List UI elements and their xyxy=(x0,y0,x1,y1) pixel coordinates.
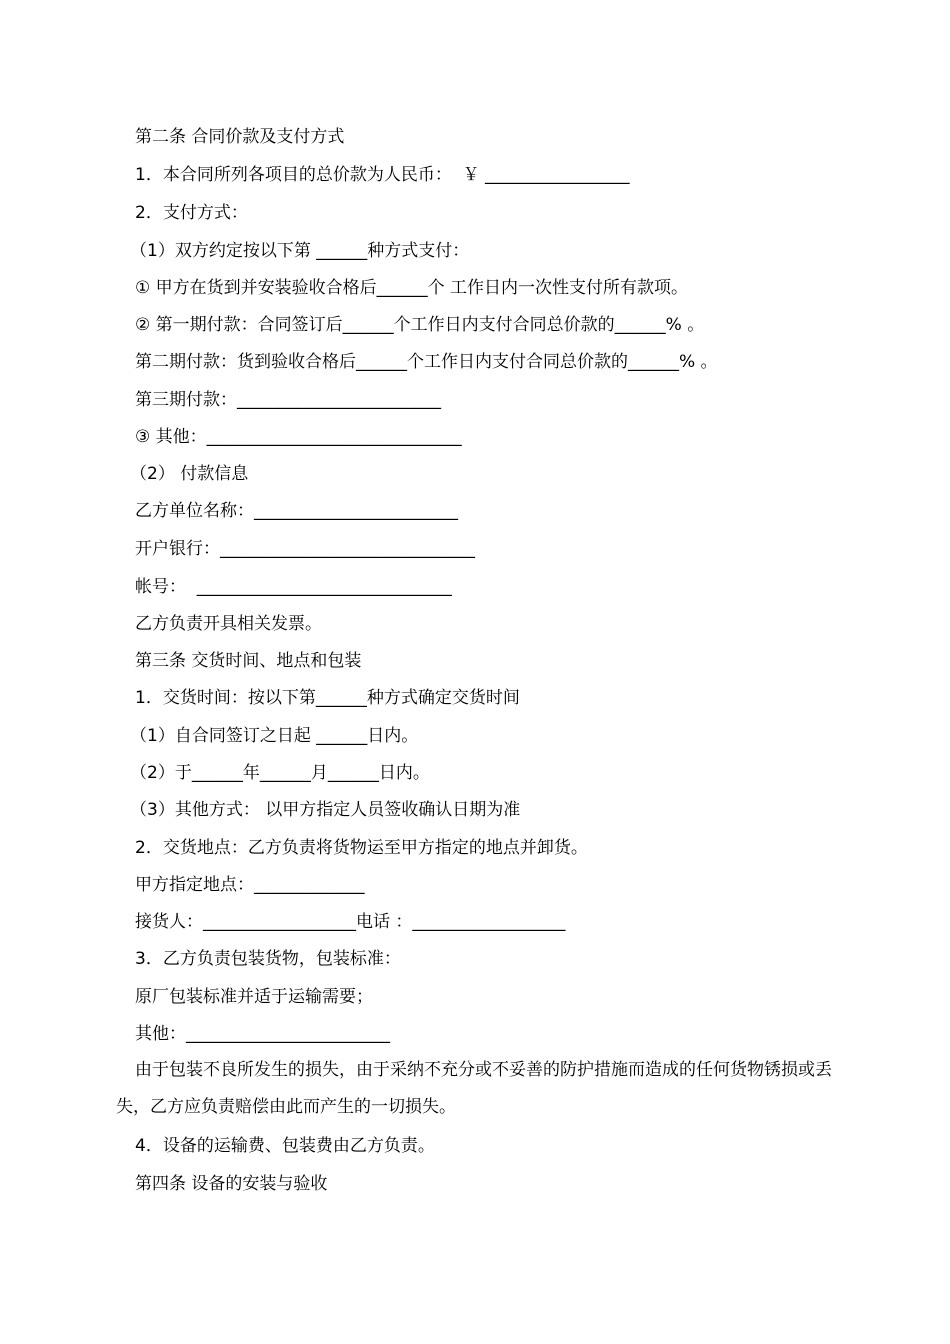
total-price-line: 1．本合同所列各项目的总价款为人民币： ￥ _________________ xyxy=(135,165,630,185)
payment-option-2-third: 第三期付款：________________________ xyxy=(135,390,441,410)
delivery-time-line: 1．交货时间：按以下第______种方式确定交货时间 xyxy=(135,688,520,708)
account-line: 帐号： ______________________________ xyxy=(135,577,452,597)
party-b-name-line: 乙方单位名称：________________________ xyxy=(135,501,458,521)
receiver-phone-line: 接货人：__________________电话 ：__________________ xyxy=(135,912,566,932)
packaging-standard-line: 原厂包装标准并适于运输需要； xyxy=(135,987,373,1007)
delivery-option-2: （2）于______年______月______日内。 xyxy=(130,763,430,783)
delivery-place-line: 2．交货地点：乙方负责将货物运至甲方指定的地点并卸货。 xyxy=(135,838,588,858)
bank-line: 开户银行：______________________________ xyxy=(135,539,475,559)
payment-method-choice: （1）双方约定按以下第 ______种方式支付： xyxy=(130,241,470,261)
invoice-line: 乙方负责开具相关发票。 xyxy=(135,614,322,634)
payment-option-1: ① 甲方在货到并安装验收合格后______个 工作日内一次性支付所有款项。 xyxy=(135,278,689,298)
packaging-liability-paragraph: 由于包装不良所发生的损失，由于采纳不充分或不妥善的防护措施而造成的任何货物锈损或丢失，乙方应负责赔偿由此而产生的一切损失。 xyxy=(116,1060,832,1117)
payment-option-2-second: 第二期付款：货到验收合格后______个工作日内支付合同总价款的______% 。 xyxy=(135,352,718,372)
section-heading-article-2: 第二条 合同价款及支付方式 xyxy=(135,127,345,147)
section-heading-article-4: 第四条 设备的安装与验收 xyxy=(135,1174,328,1194)
designated-place-line: 甲方指定地点：_____________ xyxy=(135,875,365,895)
delivery-option-3: （3）其他方式： 以甲方指定人员签收确认日期为准 xyxy=(130,800,521,820)
delivery-option-1: （1）自合同签订之日起 ______日内。 xyxy=(130,726,419,746)
payment-option-2-first: ② 第一期付款：合同签订后______个工作日内支付合同总价款的______% 。 xyxy=(135,315,705,335)
payment-info-heading: （2） 付款信息 xyxy=(130,464,249,484)
packaging-other-line: 其他：________________________ xyxy=(135,1024,390,1044)
section-heading-article-3: 第三条 交货时间、地点和包装 xyxy=(135,651,362,671)
payment-method-heading: 2．支付方式： xyxy=(135,203,248,223)
shipping-cost-line: 4．设备的运输费、包装费由乙方负责。 xyxy=(135,1136,435,1156)
packaging-heading: 3．乙方负责包装货物，包装标准： xyxy=(135,949,401,969)
payment-option-3: ③ 其他：______________________________ xyxy=(135,427,462,447)
